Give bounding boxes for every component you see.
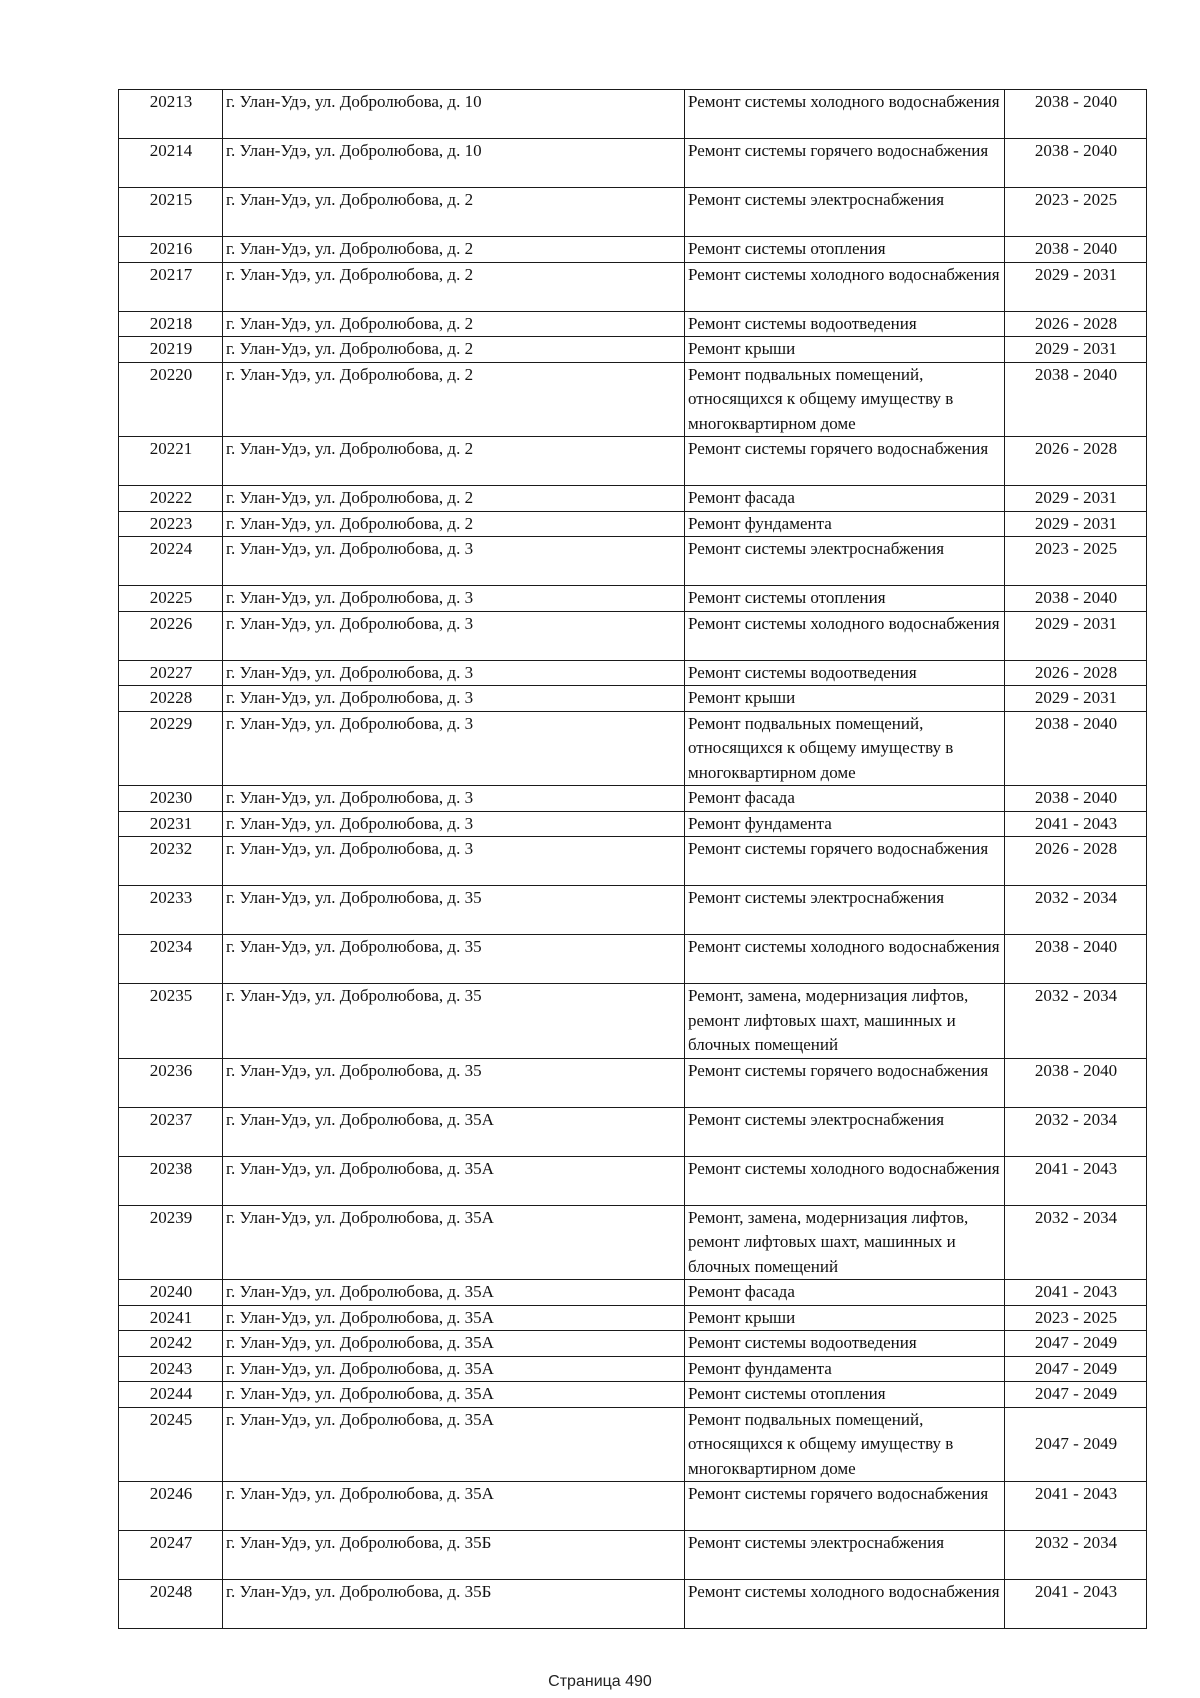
address-cell: г. Улан-Удэ, ул. Добролюбова, д. 35А bbox=[223, 1280, 685, 1306]
table-row bbox=[119, 984, 1147, 1059]
row-number-cell: 20238 bbox=[119, 1156, 223, 1205]
address-cell: г. Улан-Удэ, ул. Добролюбова, д. 2 bbox=[223, 511, 685, 537]
work-type-cell: Ремонт системы горячего водоснабжения bbox=[685, 1482, 1005, 1531]
work-type-cell: Ремонт системы водоотведения bbox=[685, 660, 1005, 686]
row-number-cell: 20248 bbox=[119, 1580, 223, 1629]
address-cell: г. Улан-Удэ, ул. Добролюбова, д. 3 bbox=[223, 811, 685, 837]
table-row bbox=[119, 1482, 1147, 1531]
table-row bbox=[119, 811, 1147, 837]
row-number-cell: 20225 bbox=[119, 586, 223, 612]
address-cell: г. Улан-Удэ, ул. Добролюбова, д. 10 bbox=[223, 90, 685, 139]
row-number-cell: 20232 bbox=[119, 837, 223, 886]
period-cell: 2041 - 2043 bbox=[1005, 811, 1147, 837]
table-row bbox=[119, 711, 1147, 786]
period-cell: 2032 - 2034 bbox=[1005, 984, 1147, 1059]
work-type-cell: Ремонт подвальных помещений, относящихся к общему имуществу в многоквартирном доме bbox=[685, 362, 1005, 437]
period-cell: 2047 - 2049 bbox=[1005, 1331, 1147, 1357]
work-type-cell: Ремонт системы горячего водоснабжения bbox=[685, 437, 1005, 486]
table-row bbox=[119, 188, 1147, 237]
work-type-cell: Ремонт системы водоотведения bbox=[685, 311, 1005, 337]
period-cell: 2041 - 2043 bbox=[1005, 1280, 1147, 1306]
work-type-cell: Ремонт системы электроснабжения bbox=[685, 1531, 1005, 1580]
address-cell: г. Улан-Удэ, ул. Добролюбова, д. 35А bbox=[223, 1382, 685, 1408]
row-number-cell: 20243 bbox=[119, 1356, 223, 1382]
address-cell: г. Улан-Удэ, ул. Добролюбова, д. 3 bbox=[223, 537, 685, 586]
period-cell: 2029 - 2031 bbox=[1005, 511, 1147, 537]
address-cell: г. Улан-Удэ, ул. Добролюбова, д. 2 bbox=[223, 311, 685, 337]
period-cell: 2038 - 2040 bbox=[1005, 935, 1147, 984]
work-type-cell: Ремонт фасада bbox=[685, 786, 1005, 812]
period-cell: 2047 - 2049 bbox=[1005, 1356, 1147, 1382]
work-type-cell: Ремонт крыши bbox=[685, 337, 1005, 363]
table-row bbox=[119, 586, 1147, 612]
row-number-cell: 20239 bbox=[119, 1205, 223, 1280]
table-row bbox=[119, 1280, 1147, 1306]
period-cell: 2047 - 2049 bbox=[1005, 1382, 1147, 1408]
address-cell: г. Улан-Удэ, ул. Добролюбова, д. 2 bbox=[223, 362, 685, 437]
row-number-cell: 20237 bbox=[119, 1107, 223, 1156]
row-number-cell: 20223 bbox=[119, 511, 223, 537]
row-number-cell: 20213 bbox=[119, 90, 223, 139]
repair-schedule-table bbox=[118, 89, 1147, 1629]
work-type-cell: Ремонт подвальных помещений, относящихся к общему имуществу в многоквартирном доме bbox=[685, 1407, 1005, 1482]
row-number-cell: 20229 bbox=[119, 711, 223, 786]
address-cell: г. Улан-Удэ, ул. Добролюбова, д. 2 bbox=[223, 337, 685, 363]
row-number-cell: 20216 bbox=[119, 237, 223, 263]
table-row bbox=[119, 886, 1147, 935]
address-cell: г. Улан-Удэ, ул. Добролюбова, д. 3 bbox=[223, 837, 685, 886]
work-type-cell: Ремонт системы электроснабжения bbox=[685, 537, 1005, 586]
period-cell: 2038 - 2040 bbox=[1005, 586, 1147, 612]
period-cell: 2029 - 2031 bbox=[1005, 611, 1147, 660]
table-row bbox=[119, 437, 1147, 486]
address-cell: г. Улан-Удэ, ул. Добролюбова, д. 35 bbox=[223, 984, 685, 1059]
work-type-cell: Ремонт системы электроснабжения bbox=[685, 1107, 1005, 1156]
period-cell: 2029 - 2031 bbox=[1005, 486, 1147, 512]
table-row bbox=[119, 1058, 1147, 1107]
work-type-cell: Ремонт, замена, модернизация лифтов, ремонт лифтовых шахт, машинных и блочных помещений bbox=[685, 1205, 1005, 1280]
work-type-cell: Ремонт фасада bbox=[685, 486, 1005, 512]
table-row bbox=[119, 262, 1147, 311]
period-cell: 2029 - 2031 bbox=[1005, 337, 1147, 363]
work-type-cell: Ремонт системы холодного водоснабжения bbox=[685, 90, 1005, 139]
table-row bbox=[119, 1356, 1147, 1382]
address-cell: г. Улан-Удэ, ул. Добролюбова, д. 35 bbox=[223, 935, 685, 984]
work-type-cell: Ремонт системы холодного водоснабжения bbox=[685, 611, 1005, 660]
address-cell: г. Улан-Удэ, ул. Добролюбова, д. 2 bbox=[223, 237, 685, 263]
table-row bbox=[119, 786, 1147, 812]
work-type-cell: Ремонт системы электроснабжения bbox=[685, 886, 1005, 935]
period-cell: 2032 - 2034 bbox=[1005, 1107, 1147, 1156]
table-row bbox=[119, 1331, 1147, 1357]
work-type-cell: Ремонт системы отопления bbox=[685, 237, 1005, 263]
work-type-cell: Ремонт фундамента bbox=[685, 511, 1005, 537]
work-type-cell: Ремонт крыши bbox=[685, 1305, 1005, 1331]
table-row bbox=[119, 1205, 1147, 1280]
address-cell: г. Улан-Удэ, ул. Добролюбова, д. 35А bbox=[223, 1356, 685, 1382]
address-cell: г. Улан-Удэ, ул. Добролюбова, д. 35А bbox=[223, 1205, 685, 1280]
table-row bbox=[119, 935, 1147, 984]
row-number-cell: 20235 bbox=[119, 984, 223, 1059]
work-type-cell: Ремонт системы холодного водоснабжения bbox=[685, 1580, 1005, 1629]
period-cell: 2041 - 2043 bbox=[1005, 1156, 1147, 1205]
row-number-cell: 20246 bbox=[119, 1482, 223, 1531]
table-row bbox=[119, 139, 1147, 188]
table-row bbox=[119, 837, 1147, 886]
address-cell: г. Улан-Удэ, ул. Добролюбова, д. 2 bbox=[223, 188, 685, 237]
period-cell: 2038 - 2040 bbox=[1005, 237, 1147, 263]
work-type-cell: Ремонт подвальных помещений, относящихся к общему имуществу в многоквартирном доме bbox=[685, 711, 1005, 786]
table-row bbox=[119, 611, 1147, 660]
row-number-cell: 20222 bbox=[119, 486, 223, 512]
table-row bbox=[119, 1580, 1147, 1629]
row-number-cell: 20240 bbox=[119, 1280, 223, 1306]
period-cell: 2026 - 2028 bbox=[1005, 311, 1147, 337]
table-row bbox=[119, 486, 1147, 512]
address-cell: г. Улан-Удэ, ул. Добролюбова, д. 35А bbox=[223, 1482, 685, 1531]
work-type-cell: Ремонт системы горячего водоснабжения bbox=[685, 139, 1005, 188]
address-cell: г. Улан-Удэ, ул. Добролюбова, д. 35А bbox=[223, 1407, 685, 1482]
work-type-cell: Ремонт системы холодного водоснабжения bbox=[685, 262, 1005, 311]
work-type-cell: Ремонт системы электроснабжения bbox=[685, 188, 1005, 237]
table-row bbox=[119, 90, 1147, 139]
work-type-cell: Ремонт фундамента bbox=[685, 1356, 1005, 1382]
period-cell: 2029 - 2031 bbox=[1005, 686, 1147, 712]
work-type-cell: Ремонт системы отопления bbox=[685, 586, 1005, 612]
row-number-cell: 20214 bbox=[119, 139, 223, 188]
table-row bbox=[119, 237, 1147, 263]
row-number-cell: 20244 bbox=[119, 1382, 223, 1408]
work-type-cell: Ремонт системы горячего водоснабжения bbox=[685, 1058, 1005, 1107]
period-cell: 2032 - 2034 bbox=[1005, 1205, 1147, 1280]
row-number-cell: 20245 bbox=[119, 1407, 223, 1482]
row-number-cell: 20242 bbox=[119, 1331, 223, 1357]
work-type-cell: Ремонт фундамента bbox=[685, 811, 1005, 837]
period-cell: 2032 - 2034 bbox=[1005, 886, 1147, 935]
row-number-cell: 20221 bbox=[119, 437, 223, 486]
work-type-cell: Ремонт фасада bbox=[685, 1280, 1005, 1306]
work-type-cell: Ремонт системы отопления bbox=[685, 1382, 1005, 1408]
table-row bbox=[119, 1156, 1147, 1205]
row-number-cell: 20228 bbox=[119, 686, 223, 712]
address-cell: г. Улан-Удэ, ул. Добролюбова, д. 35Б bbox=[223, 1580, 685, 1629]
table-row bbox=[119, 337, 1147, 363]
address-cell: г. Улан-Удэ, ул. Добролюбова, д. 35Б bbox=[223, 1531, 685, 1580]
address-cell: г. Улан-Удэ, ул. Добролюбова, д. 35 bbox=[223, 1058, 685, 1107]
period-cell: 2026 - 2028 bbox=[1005, 837, 1147, 886]
period-cell: 2029 - 2031 bbox=[1005, 262, 1147, 311]
period-cell: 2038 - 2040 bbox=[1005, 711, 1147, 786]
table-row bbox=[119, 686, 1147, 712]
row-number-cell: 20224 bbox=[119, 537, 223, 586]
row-number-cell: 20234 bbox=[119, 935, 223, 984]
address-cell: г. Улан-Удэ, ул. Добролюбова, д. 3 bbox=[223, 586, 685, 612]
address-cell: г. Улан-Удэ, ул. Добролюбова, д. 35А bbox=[223, 1331, 685, 1357]
period-cell: 2038 - 2040 bbox=[1005, 1058, 1147, 1107]
row-number-cell: 20217 bbox=[119, 262, 223, 311]
address-cell: г. Улан-Удэ, ул. Добролюбова, д. 3 bbox=[223, 660, 685, 686]
table-row bbox=[119, 1107, 1147, 1156]
address-cell: г. Улан-Удэ, ул. Добролюбова, д. 3 bbox=[223, 786, 685, 812]
row-number-cell: 20236 bbox=[119, 1058, 223, 1107]
work-type-cell: Ремонт крыши bbox=[685, 686, 1005, 712]
page-number: Страница 490 bbox=[548, 1673, 652, 1690]
work-type-cell: Ремонт системы холодного водоснабжения bbox=[685, 1156, 1005, 1205]
table-row bbox=[119, 1305, 1147, 1331]
period-cell: 2038 - 2040 bbox=[1005, 90, 1147, 139]
period-cell: 2026 - 2028 bbox=[1005, 437, 1147, 486]
row-number-cell: 20231 bbox=[119, 811, 223, 837]
row-number-cell: 20241 bbox=[119, 1305, 223, 1331]
work-type-cell: Ремонт системы горячего водоснабжения bbox=[685, 837, 1005, 886]
period-cell: 2023 - 2025 bbox=[1005, 1305, 1147, 1331]
work-type-cell: Ремонт системы водоотведения bbox=[685, 1331, 1005, 1357]
address-cell: г. Улан-Удэ, ул. Добролюбова, д. 2 bbox=[223, 437, 685, 486]
period-cell: 2023 - 2025 bbox=[1005, 537, 1147, 586]
table-row bbox=[119, 1407, 1147, 1482]
address-cell: г. Улан-Удэ, ул. Добролюбова, д. 10 bbox=[223, 139, 685, 188]
row-number-cell: 20215 bbox=[119, 188, 223, 237]
work-type-cell: Ремонт системы холодного водоснабжения bbox=[685, 935, 1005, 984]
table-row bbox=[119, 511, 1147, 537]
period-cell: 2041 - 2043 bbox=[1005, 1482, 1147, 1531]
row-number-cell: 20247 bbox=[119, 1531, 223, 1580]
address-cell: г. Улан-Удэ, ул. Добролюбова, д. 35А bbox=[223, 1156, 685, 1205]
period-cell: 2038 - 2040 bbox=[1005, 139, 1147, 188]
address-cell: г. Улан-Удэ, ул. Добролюбова, д. 3 bbox=[223, 611, 685, 660]
table-row bbox=[119, 1382, 1147, 1408]
address-cell: г. Улан-Удэ, ул. Добролюбова, д. 3 bbox=[223, 711, 685, 786]
address-cell: г. Улан-Удэ, ул. Добролюбова, д. 2 bbox=[223, 486, 685, 512]
table-row bbox=[119, 660, 1147, 686]
address-cell: г. Улан-Удэ, ул. Добролюбова, д. 35А bbox=[223, 1107, 685, 1156]
row-number-cell: 20219 bbox=[119, 337, 223, 363]
row-number-cell: 20218 bbox=[119, 311, 223, 337]
row-number-cell: 20227 bbox=[119, 660, 223, 686]
period-cell: 2038 - 2040 bbox=[1005, 786, 1147, 812]
table-row bbox=[119, 362, 1147, 437]
table-row bbox=[119, 537, 1147, 586]
period-cell: 2032 - 2034 bbox=[1005, 1531, 1147, 1580]
address-cell: г. Улан-Удэ, ул. Добролюбова, д. 3 bbox=[223, 686, 685, 712]
row-number-cell: 20226 bbox=[119, 611, 223, 660]
period-cell: 2023 - 2025 bbox=[1005, 188, 1147, 237]
row-number-cell: 20233 bbox=[119, 886, 223, 935]
row-number-cell: 20220 bbox=[119, 362, 223, 437]
table-body bbox=[119, 90, 1147, 1629]
address-cell: г. Улан-Удэ, ул. Добролюбова, д. 35А bbox=[223, 1305, 685, 1331]
work-type-cell: Ремонт, замена, модернизация лифтов, ремонт лифтовых шахт, машинных и блочных помещений bbox=[685, 984, 1005, 1059]
period-cell: 2041 - 2043 bbox=[1005, 1580, 1147, 1629]
table-row bbox=[119, 311, 1147, 337]
period-cell: 2038 - 2040 bbox=[1005, 362, 1147, 437]
address-cell: г. Улан-Удэ, ул. Добролюбова, д. 35 bbox=[223, 886, 685, 935]
row-number-cell: 20230 bbox=[119, 786, 223, 812]
period-cell: 2026 - 2028 bbox=[1005, 660, 1147, 686]
table-row bbox=[119, 1531, 1147, 1580]
address-cell: г. Улан-Удэ, ул. Добролюбова, д. 2 bbox=[223, 262, 685, 311]
period-cell: 2047 - 2049 bbox=[1005, 1407, 1147, 1482]
